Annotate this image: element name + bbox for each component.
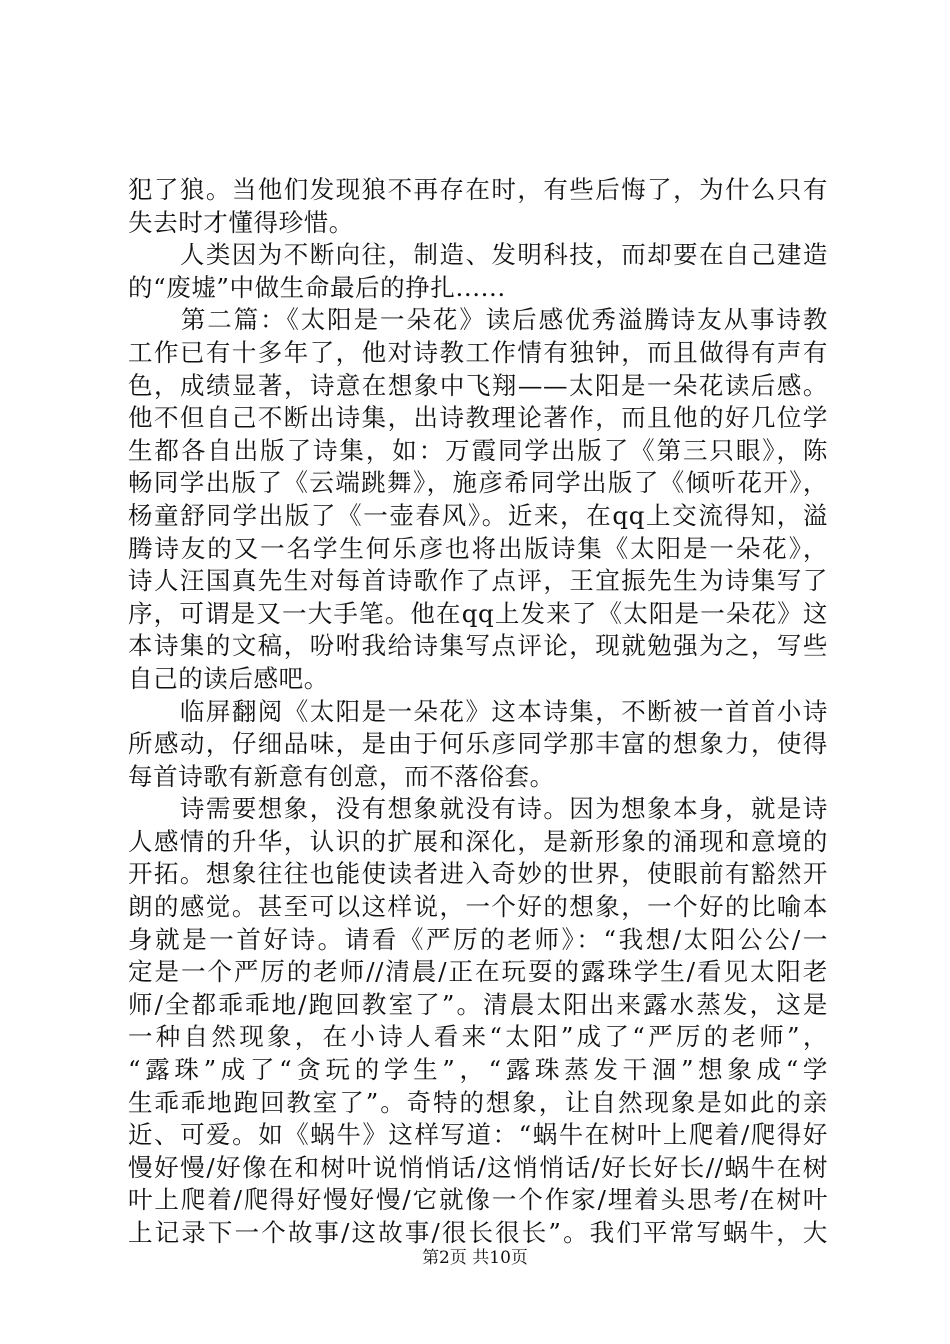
text-line: 定是一个严厉的老师//清晨/正在玩耍的露珠学生/看见太阳老 bbox=[128, 957, 828, 987]
text-line: 身就是一首好诗。请看《严厉的老师》：“我想/太阳公公/一 bbox=[128, 924, 828, 954]
text-line: 一种自然现象，在小诗人看来“太阳”成了“严厉的老师”， bbox=[128, 1022, 828, 1052]
text-line: 工作已有十多年了，他对诗教工作情有独钟，而且做得有声有 bbox=[128, 337, 828, 367]
text-line: 开拓。想象往往也能使读者进入奇妙的世界，使眼前有豁然开 bbox=[128, 859, 828, 889]
text-line: 慢好慢/好像在和树叶说悄悄话/这悄悄话/好长好长//蜗牛在树 bbox=[128, 1152, 828, 1182]
text-line: “露珠”成了“贪玩的学生”，“露珠蒸发干涸”想象成“学 bbox=[128, 1055, 828, 1085]
text-line: 畅同学出版了《云端跳舞》，施彦希同学出版了《倾听花开》， bbox=[128, 468, 828, 498]
text-line: 所感动，仔细品味，是由于何乐彦同学那丰富的想象力，使得 bbox=[128, 729, 828, 759]
text-line: 人感情的升华，认识的扩展和深化，是新形象的涌现和意境的 bbox=[128, 826, 828, 856]
text-line: 诗人汪国真先生对每首诗歌作了点评，王宜振先生为诗集写了 bbox=[128, 566, 828, 596]
text-line: 每首诗歌有新意有创意，而不落俗套。 bbox=[128, 761, 555, 791]
text-line: 近、可爱。如《蜗牛》这样写道：“蜗牛在树叶上爬着/爬得好 bbox=[128, 1120, 828, 1150]
text-line: 上记录下一个故事/这故事/很长很长”。我们平常写蜗牛，大 bbox=[128, 1218, 828, 1247]
text-line: 失去时才懂得珍惜。 bbox=[128, 207, 354, 237]
text-line: 临屏翻阅《太阳是一朵花》这本诗集，不断被一首首小诗 bbox=[128, 696, 828, 726]
body-text bbox=[128, 174, 828, 1250]
text-line: 人类因为不断向往，制造、发明科技，而却要在自己建造 bbox=[128, 240, 828, 270]
page-footer: 第2页 共10页 bbox=[422, 1248, 528, 1268]
text-line: 第二篇：《太阳是一朵花》读后感优秀溢腾诗友从事诗教 bbox=[128, 305, 828, 335]
text-line: 犯了狼。当他们发现狼不再存在时，有些后悔了，为什么只有 bbox=[128, 175, 828, 204]
text-line: 序，可谓是又一大手笔。他在qq上发来了《太阳是一朵花》这 bbox=[128, 598, 828, 628]
text-line: 杨童舒同学出版了《一壶春风》。近来，在qq上交流得知，溢 bbox=[128, 500, 828, 530]
text-line: 诗需要想象，没有想象就没有诗。因为想象本身，就是诗 bbox=[128, 794, 828, 824]
text-line: 生都各自出版了诗集，如：万霞同学出版了《第三只眼》，陈 bbox=[128, 435, 828, 465]
text-line: 朗的感觉。甚至可以这样说，一个好的想象，一个好的比喻本 bbox=[128, 892, 828, 922]
text-line: 本诗集的文稿，吩咐我给诗集写点评论，现就勉强为之，写些 bbox=[128, 631, 828, 661]
text-line: 叶上爬着/爬得好慢好慢/它就像一个作家/埋着头思考/在树叶 bbox=[128, 1185, 828, 1215]
text-line: 他不但自己不断出诗集，出诗教理论著作，而且他的好几位学 bbox=[128, 403, 828, 433]
text-line: 腾诗友的又一名学生何乐彦也将出版诗集《太阳是一朵花》， bbox=[128, 533, 828, 563]
text-line: 色，成绩显著，诗意在想象中飞翔——太阳是一朵花读后感。 bbox=[128, 370, 828, 400]
text-line: 师/全都乖乖地/跑回教室了”。清晨太阳出来露水蒸发，这是 bbox=[128, 989, 828, 1019]
text-line: 的“废墟”中做生命最后的挣扎...... bbox=[128, 272, 506, 302]
text-line: 生乖乖地跑回教室了”。奇特的想象，让自然现象是如此的亲 bbox=[128, 1087, 828, 1117]
text-line: 自己的读后感吧。 bbox=[128, 663, 329, 693]
